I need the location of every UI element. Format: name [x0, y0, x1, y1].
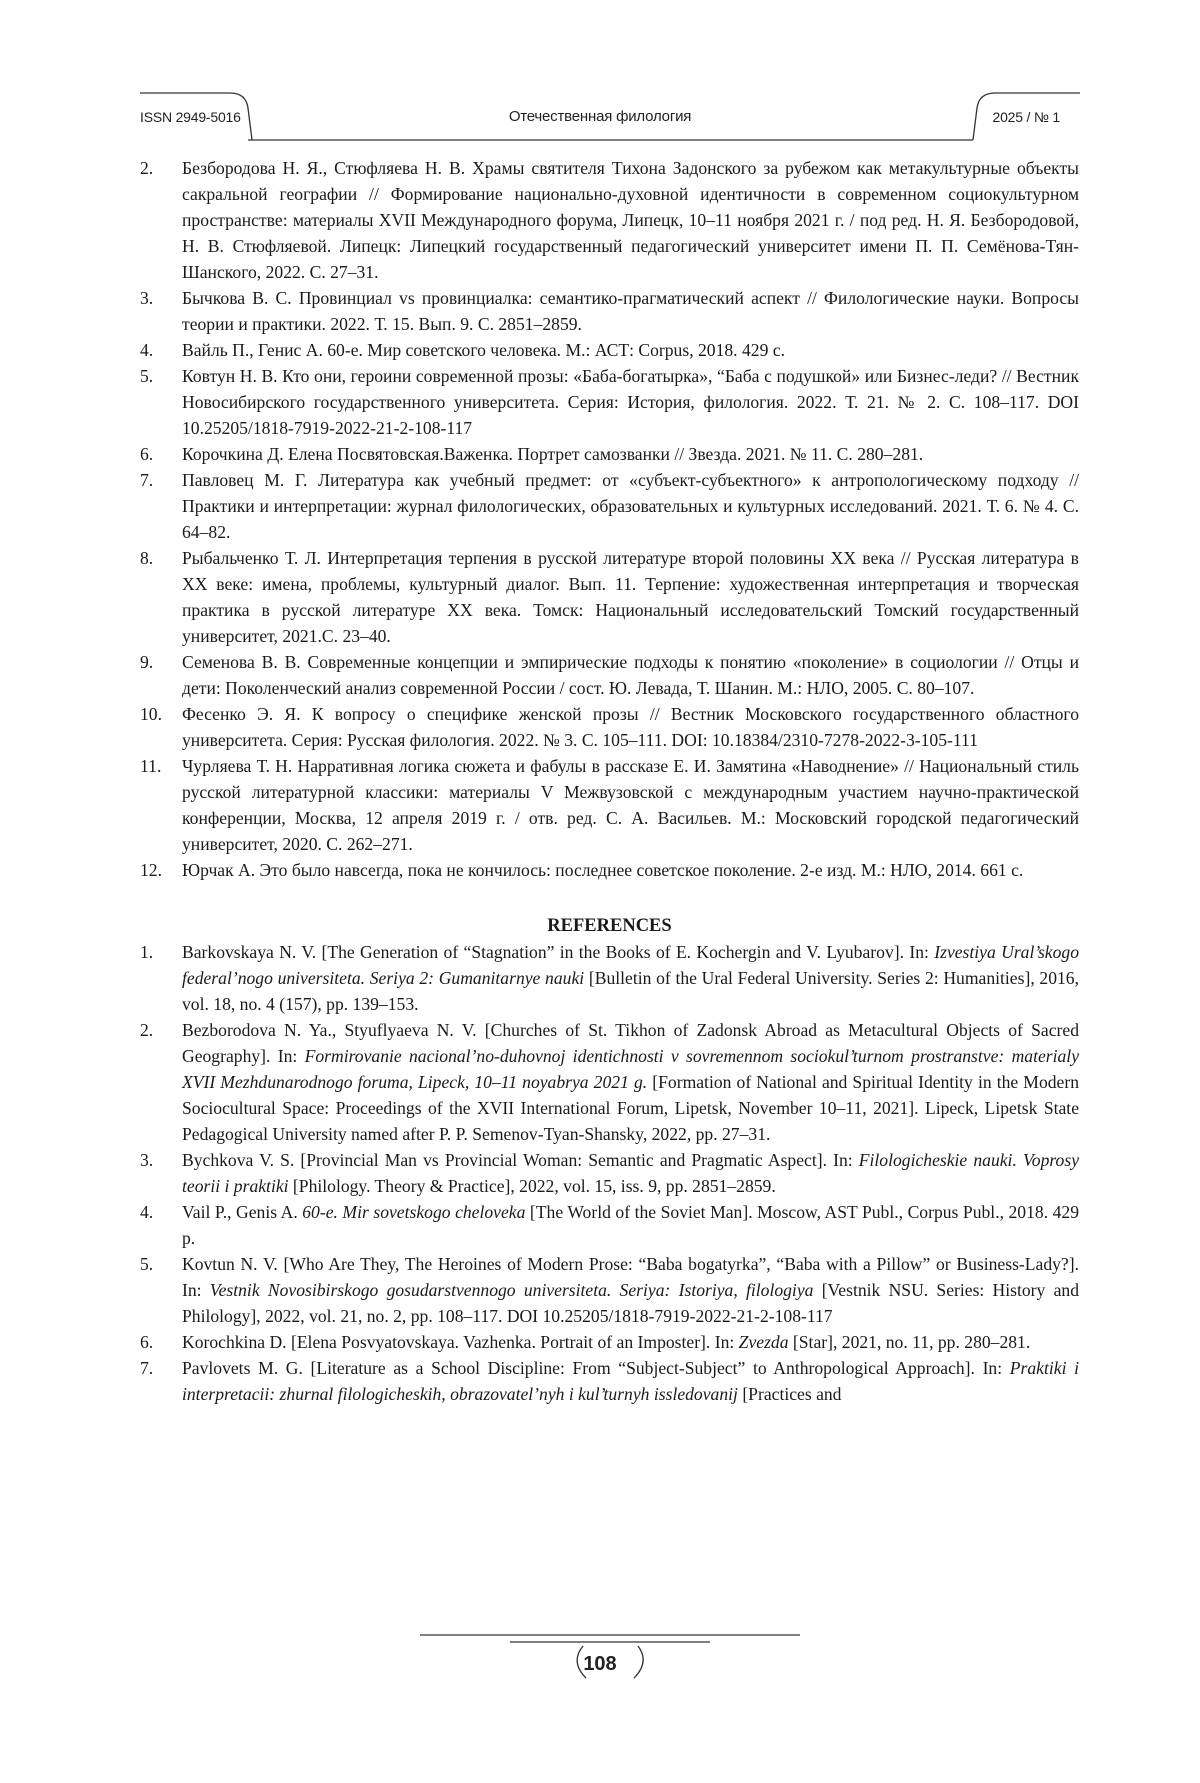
reference-item	[140, 1199, 1079, 1251]
reference-text: Pavlovets M. G. [Literature as a School Discipline: From “Subject-Subject” to Anthropological Approach]. In:	[182, 1358, 1010, 1378]
issn-label: ISSN 2949-5016	[140, 109, 241, 125]
reference-number: 3.	[140, 288, 154, 308]
reference-text: Barkovskaya N. V. [The Generation of “Stagnation” in the Books of E. Kochergin and V. Lyubarov]. In:	[182, 942, 935, 962]
reference-text: [Vestnik NSU. Series: History and Philology], 2022, vol. 21, no. 2, pp. 108–117. DOI 10.25205/1818-7919-2022-21-2-108-117	[182, 1280, 1079, 1326]
russian-reference-list	[140, 155, 1079, 883]
reference-item	[140, 545, 1079, 649]
reference-number: 7.	[140, 1358, 154, 1378]
reference-text: Бычкова В. С. Провинциал vs провинциалка: семантико-прагматический аспект // Филологические науки. Вопросы теории и практики. 2022. Т. 15. Вып. 9. С. 2851–2859.	[182, 288, 1079, 334]
reference-number: 7.	[140, 470, 154, 490]
reference-text: [Formation of National and Spiritual Identity in the Modern Sociocultural Space: Proceedings of the XVII International Forum, Lipetsk, November 10–11, 2021]. Lipeck, Lipetsk State Pedagogical University named after P. P. Semenov-Tyan-Shansky, 2022, pp. 27–31.	[182, 1072, 1080, 1144]
reference-item	[140, 1329, 1079, 1355]
reference-number: 10.	[140, 704, 162, 724]
reference-text: Чурляева Т. Н. Нарративная логика сюжета и фабулы в рассказе Е. И. Замятина «Наводнение» // Национальный стиль русской литературной классики: материалы V Межвузовской с международным участием научно-практической конференции, Москва, 12 апреля 2019 г. / отв. ред. С. А. Васильев. М.: Московский городской педагогический университет, 2020. С. 262–271.	[182, 756, 1079, 854]
reference-number: 4.	[140, 1202, 154, 1222]
reference-text: Семенова В. В. Современные концепции и эмпирические подходы к понятию «поколение» в социологии // Отцы и дети: Поколенческий анализ современной России / сост. Ю. Левада, Т. Шанин. М.: НЛО, 2005. С. 80–107.	[182, 652, 1079, 698]
reference-number: 2.	[140, 1020, 154, 1040]
header-frame	[0, 0, 1200, 150]
reference-item	[140, 285, 1079, 337]
reference-text: Korochkina D. [Elena Posvyatovskaya. Vazhenka. Portrait of an Imposter]. In:	[182, 1332, 739, 1352]
reference-text: Ковтун Н. В. Кто они, героини современной прозы: «Баба-богатырка», “Баба с подушкой» или Бизнес-леди? // Вестник Новосибирского государственного университета. Серия: История, филология. 2022. Т. 21. № 2. С. 108–117. DOI 10.25205/1818-7919-2022-21-2-108-117	[182, 366, 1079, 438]
references-heading: REFERENCES	[547, 916, 672, 936]
reference-text: Павловец М. Г. Литература как учебный предмет: от «субъект-субъектного» к антропологическому подходу // Практики и интерпретации: журнал филологических, образовательных и культурных исследований. 2021. Т. 6. № 4. С. 64–82.	[182, 470, 1079, 542]
reference-item	[140, 701, 1079, 753]
reference-source-title: Izvestiya Ural’skogo federal’nogo universiteta. Seriya 2: Gumanitarnye nauki	[182, 942, 1080, 988]
reference-item	[140, 1251, 1079, 1329]
reference-number: 4.	[140, 340, 154, 360]
reference-text: [The World of the Soviet Man]. Moscow, AST Publ., Corpus Publ., 2018. 429 p.	[182, 1202, 1080, 1248]
reference-item	[140, 753, 1079, 857]
reference-number: 9.	[140, 652, 154, 672]
reference-number: 12.	[140, 860, 162, 880]
reference-source-title: Formirovanie nacional’no-duhovnoj identichnosti v sovremennom sociokul’turnom prostranstve: materialy XVII Mezhdunarodnogo foruma, Lipeck, 10–11 noyabrya 2021 g.	[182, 1046, 1079, 1092]
reference-item	[140, 857, 1079, 883]
reference-number: 3.	[140, 1150, 154, 1170]
reference-text: Kovtun N. V. [Who Are They, The Heroines of Modern Prose: “Baba bogatyrka”, “Baba with a Pillow” or Business-Lady?]. In:	[182, 1254, 1079, 1300]
page-body	[140, 155, 1079, 1407]
reference-text: Рыбальченко Т. Л. Интерпретация терпения в русской литературе второй половины ХХ века // Русская литература в ХХ веке: имена, проблемы, культурный диалог. Вып. 11. Терпение: художественная интерпретация и творческая практика в русской литературе ХХ века. Томск: Национальный исследовательский Томский государственный университет, 2021.С. 23–40.	[182, 548, 1079, 646]
english-reference-list	[140, 939, 1079, 1407]
reference-source-title: Vestnik Novosibirskogo gosudarstvennogo universiteta. Seriya: Istoriya, filologiya	[209, 1280, 814, 1300]
reference-item	[140, 441, 1079, 467]
reference-source-title: Praktiki i interpretacii: zhurnal filologicheskih, obrazovatel’nyh i kul’turnyh issledovanij	[182, 1358, 1079, 1404]
reference-text: Bezborodova N. Ya., Styuflyaeva N. V. [Churches of St. Tikhon of Zadonsk Abroad as Metacultural Objects of Sacred Geography]. In:	[182, 1020, 1079, 1066]
reference-item	[140, 155, 1079, 285]
page-number: 108	[583, 1653, 617, 1675]
issue-label: 2025 / № 1	[992, 109, 1060, 125]
reference-text: Фесенко Э. Я. К вопросу о специфике женской прозы // Вестник Московского государственного областного университета. Серия: Русская филология. 2022. № 3. С. 105–111. DOI: 10.18384/2310-7278-2022-3-105-111	[182, 704, 1079, 750]
reference-number: 5.	[140, 1254, 154, 1274]
reference-item	[140, 467, 1079, 545]
reference-text: Безбородова Н. Я., Стюфляева Н. В. Храмы святителя Тихона Задонского за рубежом как метакультурные объекты сакральной географии // Формирование национально-духовной идентичности в современном социокультурном пространстве: материалы XVII Международного форума, Липецк, 10–11 ноября 2021 г. / под ред. Н. Я. Безбородовой, Н. В. Стюфляевой. Липецк: Липецкий государственный педагогический университет имени П. П. Семёнова-Тян-Шанского, 2022. С. 27–31.	[182, 158, 1079, 282]
reference-number: 2.	[140, 158, 154, 178]
reference-item	[140, 337, 1079, 363]
footer-ornament	[0, 1610, 1200, 1690]
reference-item	[140, 649, 1079, 701]
journal-title: Отечественная филология	[508, 108, 692, 125]
reference-item	[140, 1147, 1079, 1199]
reference-text: Bychkova V. S. [Provincial Man vs Provincial Woman: Semantic and Pragmatic Aspect]. In:	[182, 1150, 859, 1170]
running-header	[0, 0, 1200, 150]
reference-number: 1.	[140, 942, 154, 962]
reference-number: 5.	[140, 366, 154, 386]
reference-number: 8.	[140, 548, 154, 568]
reference-text: Юрчак А. Это было навсегда, пока не кончилось: последнее советское поколение. 2-е изд. М.: НЛО, 2014. 661 с.	[182, 860, 1024, 880]
reference-item	[140, 1017, 1079, 1147]
reference-source-title: Filologicheskie nauki. Voprosy teorii i praktiki	[182, 1150, 1080, 1196]
reference-text: Корочкина Д. Елена Посвятовская.Важенка. Портрет самозванки // Звезда. 2021. № 11. С. 280–281.	[182, 444, 924, 464]
reference-item	[140, 1355, 1079, 1407]
reference-text: [Bulletin of the Ural Federal University. Series 2: Humanities], 2016, vol. 18, no. 4 (157), pp. 139–153.	[182, 968, 1079, 1014]
reference-number: 11.	[140, 756, 162, 776]
reference-item	[140, 939, 1079, 1017]
reference-text: Vail P., Genis A.	[182, 1202, 303, 1222]
reference-text: Вайль П., Генис А. 60-е. Мир советского человека. М.: АСТ: Corpus, 2018. 429 с.	[182, 340, 785, 360]
reference-source-title: Zvezda	[738, 1332, 789, 1352]
reference-text: [Star], 2021, no. 11, pp. 280–281.	[788, 1332, 1031, 1352]
page-footer	[0, 1610, 1200, 1690]
reference-source-title: 60-e. Mir sovetskogo cheloveka	[302, 1202, 526, 1222]
reference-number: 6.	[140, 1332, 154, 1352]
reference-text: [Practices and	[737, 1384, 842, 1404]
reference-number: 6.	[140, 444, 154, 464]
reference-text: [Philology. Theory & Practice], 2022, vol. 15, iss. 9, pp. 2851–2859.	[288, 1176, 776, 1196]
reference-item	[140, 363, 1079, 441]
